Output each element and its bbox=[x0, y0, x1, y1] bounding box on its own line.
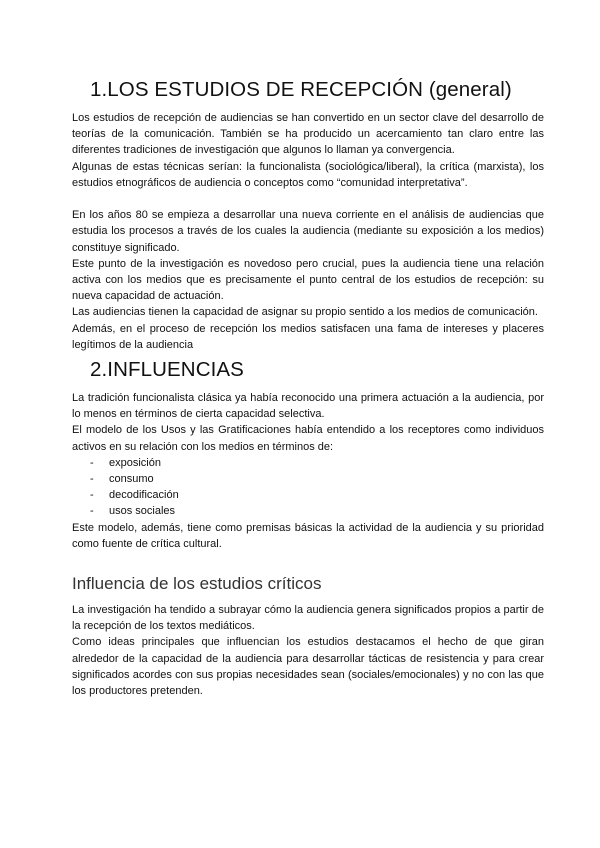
paragraph: La investigación ha tendido a subrayar cómo la audiencia genera significados propios a partir de la recepción de los textos mediáticos. bbox=[72, 604, 544, 633]
section-heading-estudios-criticos: Influencia de los estudios críticos bbox=[72, 574, 322, 593]
dash-marker: - bbox=[90, 456, 94, 469]
section-body-estudios-recepcion bbox=[72, 110, 544, 353]
paragraph: Este modelo, además, tiene como premisas básicas la actividad de la audiencia y su prioridad como fuente de crítica cultural. bbox=[72, 521, 544, 550]
paragraph: Las audiencias tienen la capacidad de asignar su propio sentido a los medios de comunicación. bbox=[72, 306, 538, 319]
list-item: - decodificación bbox=[72, 487, 544, 503]
paragraph: En los años 80 se empieza a desarrollar una nueva corriente en el análisis de audiencias que estudia los procesos a través de los cuales la audiencia (mediante su exposición a los medios) constituye significado. bbox=[72, 209, 544, 254]
section-heading-estudios-recepcion: 1.LOS ESTUDIOS DE RECEPCIÓN (general) bbox=[90, 78, 512, 101]
paragraph: El modelo de los Usos y las Gratificaciones había entendido a los receptores como individuos activos en su relación con los medios en términos de: bbox=[72, 424, 544, 453]
dash-marker: - bbox=[90, 473, 94, 486]
paragraph: Como ideas principales que influencian los estudios destacamos el hecho de que giran alrededor de la capacidad de la audiencia para desarrollar tácticas de resistencia y para crear significados acordes con sus propias necesidades sean (sociales/emocionales) y no con las que los productores pretenden. bbox=[72, 636, 544, 698]
section-body-influencias bbox=[72, 390, 544, 552]
list-item: - consumo bbox=[72, 471, 544, 487]
list-item: - exposición bbox=[72, 455, 544, 471]
section-body-estudios-criticos bbox=[72, 602, 544, 699]
dash-marker: - bbox=[90, 505, 94, 518]
list-item: - usos sociales bbox=[72, 503, 544, 519]
paragraph: Los estudios de recepción de audiencias se han convertido en un sector clave del desarrollo de teorías de la comunicación. También se ha producido un acercamiento tan claro entre las diferentes tradiciones de investigación que algunos lo llaman ya convergencia. bbox=[72, 112, 544, 157]
dash-marker: - bbox=[90, 489, 94, 502]
paragraph: La tradición funcionalista clásica ya había reconocido una primera actuación a la audiencia, por lo menos en términos de cierta capacidad selectiva. bbox=[72, 392, 544, 421]
paragraph: Este punto de la investigación es novedoso pero crucial, pues la audiencia tiene una relación activa con los medios que es precisamente el punto central de los estudios de recepción: su nueva capacidad de actuación. bbox=[72, 257, 544, 303]
paragraph: Algunas de estas técnicas serían: la funcionalista (sociológica/liberal), la crítica (marxista), los estudios etnográficos de audiencia o conceptos como “comunidad interpretativa”. bbox=[72, 160, 544, 189]
paragraph: Además, en el proceso de recepción los medios satisfacen una fama de intereses y placeres legítimos de la audiencia bbox=[72, 322, 544, 351]
section-heading-influencias: 2.INFLUENCIAS bbox=[90, 358, 244, 381]
bullet-list bbox=[72, 455, 544, 520]
